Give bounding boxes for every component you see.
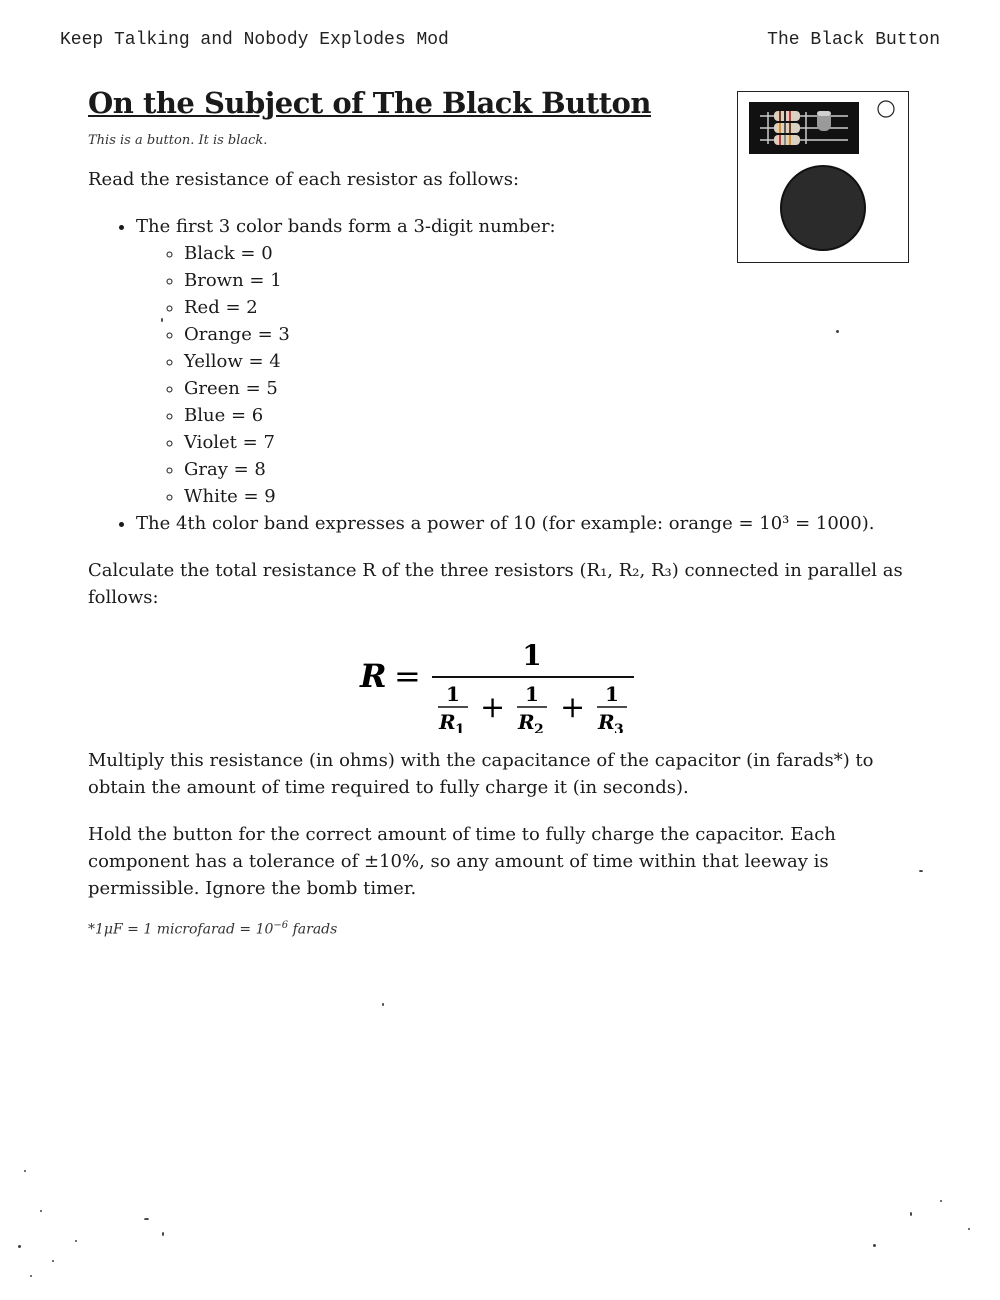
term-1-numerator: 1 [446, 682, 460, 706]
resistor-3 [774, 135, 800, 145]
resistor-band [789, 111, 791, 121]
page-title: On the Subject of The Black Button [88, 86, 651, 120]
header-mod-name: Keep Talking and Nobody Explodes Mod [60, 30, 449, 50]
paper-speck [836, 330, 839, 333]
header-module-name: The Black Button [767, 30, 940, 50]
list-item: ◦ Gray = 8 [184, 456, 918, 483]
paper-speck [40, 1210, 42, 1212]
footnote-text: *1μF = 1 microfarad = 10 [88, 921, 274, 938]
paper-speck [919, 870, 923, 872]
term-1-subscript: 1 [455, 722, 465, 733]
module-graphic [738, 92, 908, 262]
list-item: ◦ Orange = 3 [184, 321, 918, 348]
multiply-paragraph: Multiply this resistance (in ohms) with the capacitance of the capacitor (in farads*) to obtain the amount of time required to fully charge it (in seconds). [88, 750, 874, 798]
paper-speck [52, 1260, 54, 1262]
formula-numerator: 1 [522, 639, 542, 672]
term-2-subscript: 2 [534, 722, 544, 733]
term-2-denominator: R [518, 710, 535, 733]
list-item: ◦ Black = 0 [184, 240, 918, 267]
formula-lhs: R [360, 657, 387, 695]
formula-equals: = [394, 657, 421, 695]
paper-speck [75, 1240, 77, 1242]
module-illustration [737, 91, 909, 263]
list-item: ◦ Brown = 1 [184, 267, 918, 294]
formula-graphic [88, 623, 918, 733]
term-1-denominator: R [439, 710, 456, 733]
flavor-text: This is a button. It is black. [88, 133, 268, 148]
resistor-band [789, 135, 791, 145]
paper-speck [24, 1170, 26, 1172]
footnote-exponent: −6 [273, 920, 289, 931]
intro-paragraph: Read the resistance of each resistor as follows: [88, 169, 520, 190]
list-item: ◦ White = 9 [184, 483, 918, 510]
formula-plus-1: + [480, 690, 506, 725]
list-item: ◦ Green = 5 [184, 375, 918, 402]
resistor-band [779, 123, 781, 133]
parallel-paragraph: Calculate the total resistance R of the three resistors (R₁, R₂, R₃) connected in parallel as follows: [88, 560, 903, 608]
term-3-denominator: R [598, 710, 615, 733]
list-item: ◦ Yellow = 4 [184, 348, 918, 375]
term-2-numerator: 1 [525, 682, 539, 706]
resistor-band [784, 111, 786, 121]
list-item: ◦ Blue = 6 [184, 402, 918, 429]
paper-speck [968, 1228, 970, 1230]
capacitor-top [817, 111, 831, 116]
paper-speck [161, 318, 163, 322]
footnote [88, 920, 918, 938]
hold-paragraph: Hold the button for the correct amount of time to fully charge the capacitor. Each component has a tolerance of ±10%, so any amount of time within that leeway is permissible. Ignore the bomb timer. [88, 824, 836, 899]
resistor-band [784, 123, 786, 133]
paper-speck [144, 1218, 149, 1220]
list-item: ◦ Violet = 7 [184, 429, 918, 456]
color-code-list [136, 240, 918, 510]
paper-speck [910, 1212, 912, 1216]
term-3-subscript: 3 [614, 722, 624, 733]
resistor-1 [774, 111, 800, 121]
paper-speck [940, 1200, 942, 1202]
resistance-formula [88, 623, 918, 733]
resistor-band [779, 135, 781, 145]
paper-speck [873, 1244, 876, 1247]
power-rule: The 4th color band expresses a power of 10 (for example: orange = 10³ = 1000). [136, 513, 875, 534]
resistor-band [784, 135, 786, 145]
paper-speck [30, 1275, 32, 1277]
status-light [878, 101, 894, 117]
formula-plus-2: + [560, 690, 586, 725]
black-button[interactable] [781, 166, 865, 250]
resistor-band [779, 111, 781, 121]
list-item: ◦ Red = 2 [184, 294, 918, 321]
paper-speck [162, 1232, 164, 1236]
list-item [136, 510, 918, 537]
paper-speck [382, 1003, 384, 1006]
bands-rule: The first 3 color bands form a 3-digit number: [136, 216, 556, 237]
paper-speck [18, 1245, 21, 1248]
resistor-2 [774, 123, 800, 133]
resistor-band [789, 123, 791, 133]
term-3-numerator: 1 [605, 682, 619, 706]
footnote-suffix: farads [288, 921, 338, 938]
